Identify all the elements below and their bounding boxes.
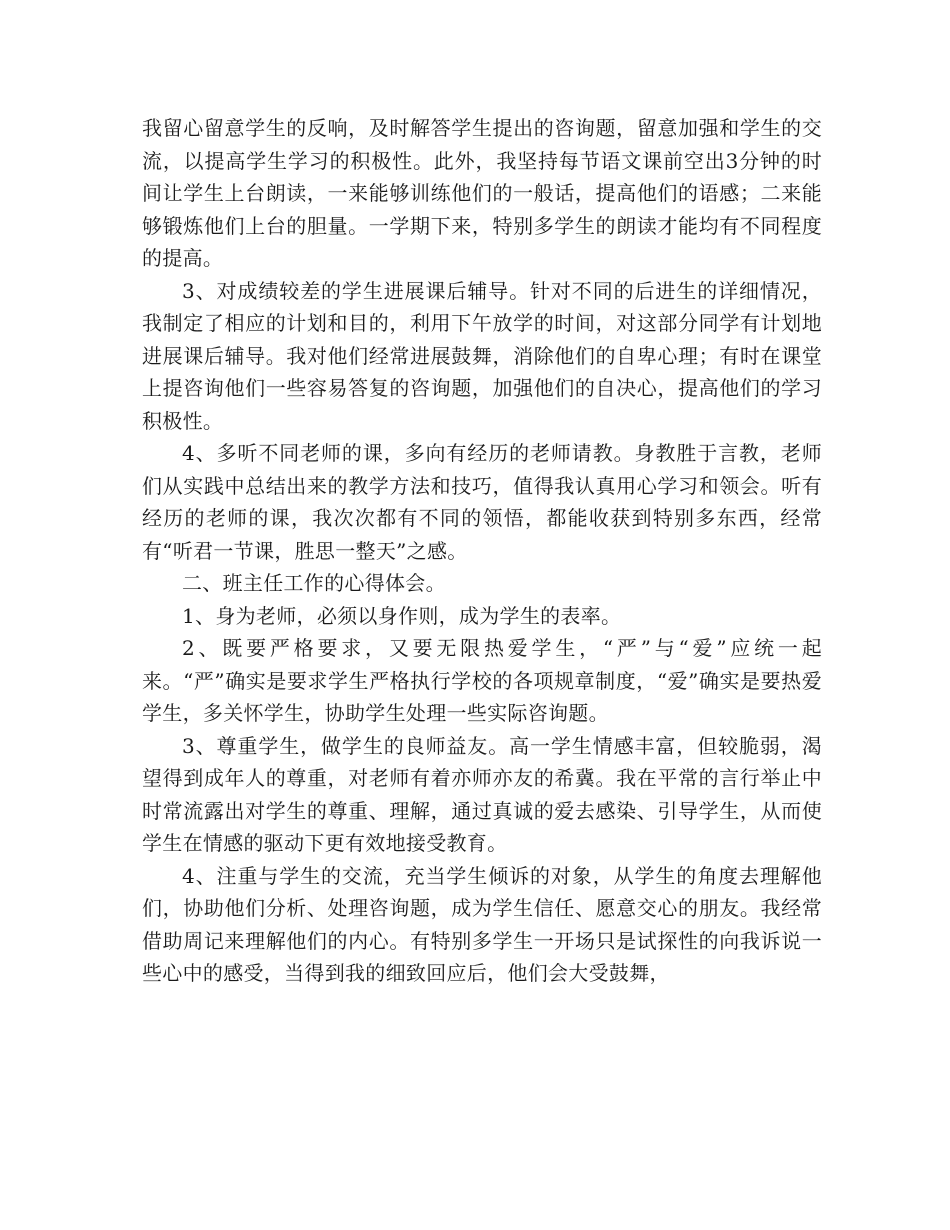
paragraph-3: 4、多听不同老师的课，多向有经历的老师请教。身教胜于言教，老师们从实践中总结出来的教学方法和技巧，值得我认真用心学习和领会。听有经历的老师的课，我次次都有不同的领悟，都能收获到特别多东西，经常有“听君一节课，胜思一整天”之感。	[142, 441, 822, 563]
paragraph-5: 1、身为老师，必须以身作则，成为学生的表率。	[182, 603, 622, 628]
paragraph-1: 我留心留意学生的反响，及时解答学生提出的咨询题，留意加强和学生的交流，以提高学生学习的积极性。此外，我坚持每节语文课前空出3分钟的时间让学生上台朗读，一来能够训练他们的一般话，提高他们的语感；二来能够锻炼他们上台的胆量。一学期下来，特别多学生的朗读才能均有不同程度的提高。	[142, 116, 822, 270]
section-heading: 二、班主任工作的心得体会。	[182, 571, 446, 595]
paragraph-2: 3、对成绩较差的学生进展课后辅导。针对不同的后进生的详细情况，我制定了相应的计划和目的，利用下午放学的时间，对这部分同学有计划地进展课后辅导。我对他们经常进展鼓舞，消除他们的自卑心理；有时在课堂上提咨询他们一些容易答复的咨询题，加强他们的自决心，提高他们的学习积极性。	[142, 278, 822, 433]
document-body	[142, 112, 822, 990]
paragraph-8: 4、注重与学生的交流，充当学生倾诉的对象，从学生的角度去理解他们，协助他们分析、处理咨询题，成为学生信任、愿意交心的朋友。我经常借助周记来理解他们的内心。有特别多学生一开场只是试探性的向我诉说一些心中的感受，当得到我的细致回应后，他们会大受鼓舞，	[142, 863, 822, 985]
paragraph-6: 2、既要严格要求，又要无限热爱学生，“严”与“爱”应统一起来。“严”确实是要求学生严格执行学校的各项规章制度，“爱”确实是要热爱学生，多关怀学生，协助学生处理一些实际咨询题。	[142, 636, 822, 725]
paragraph-7: 3、尊重学生，做学生的良师益友。高一学生情感丰富，但较脆弱，渴望得到成年人的尊重，对老师有着亦师亦友的希冀。我在平常的言行举止中时常流露出对学生的尊重、理解，通过真诚的爱去感染、引导学生，从而使学生在情感的驱动下更有效地接受教育。	[142, 733, 822, 855]
